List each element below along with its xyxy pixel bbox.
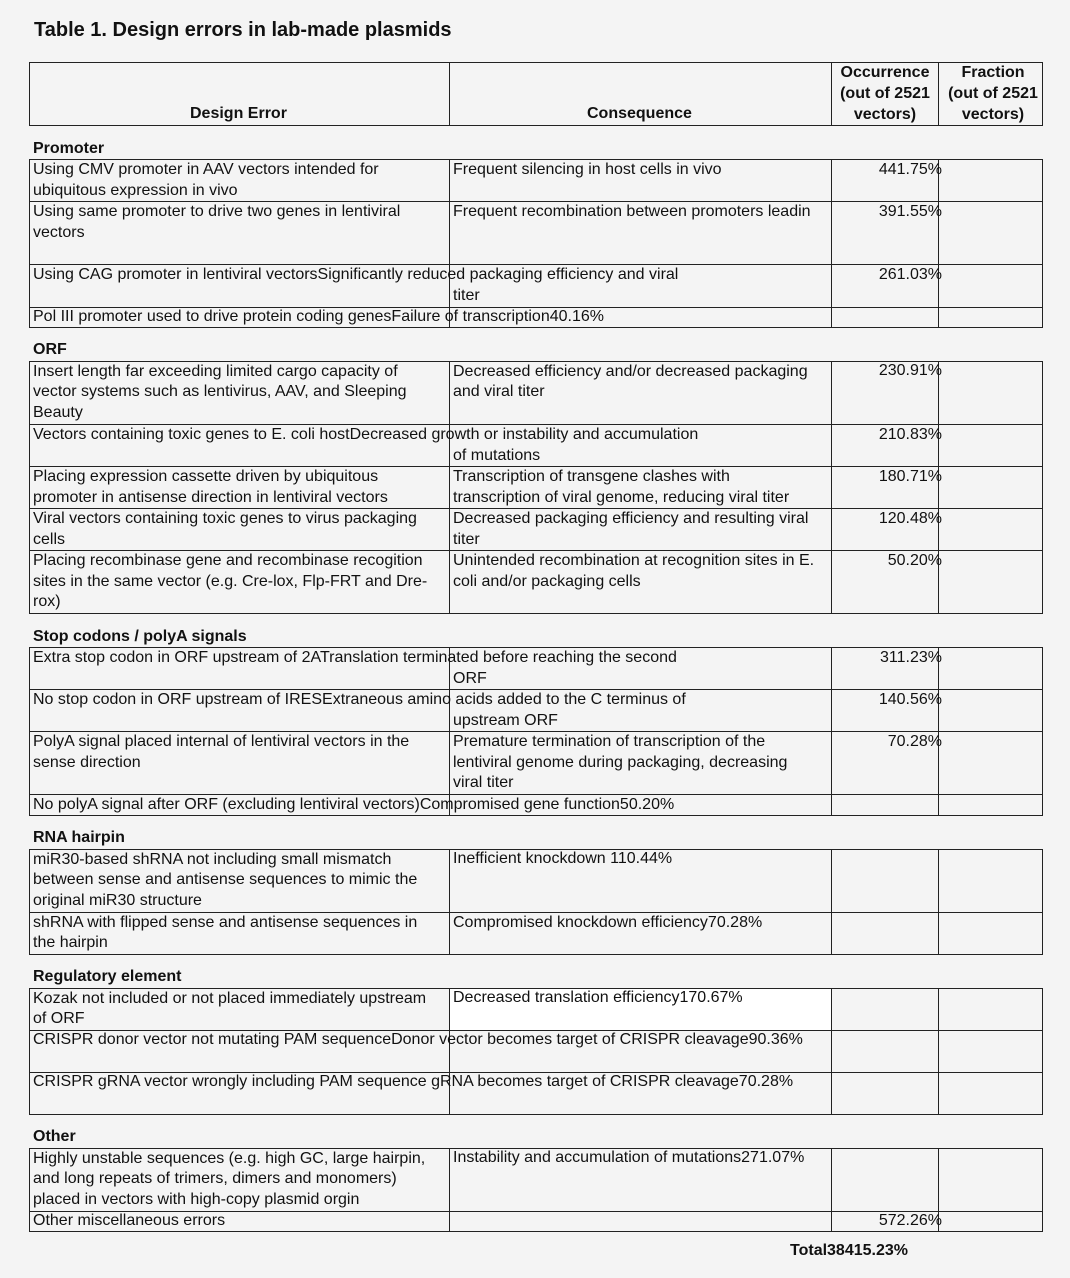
row-o3-occurrence: 180.71% [878, 468, 942, 485]
row-o3-error-line: Placing expression cassette driven by ubiquitous [33, 468, 379, 485]
row-s3-consequence-line: viral titer [453, 774, 514, 791]
header-design-error: Design Error [190, 105, 287, 122]
row-p2-error-line: vectors [33, 224, 85, 241]
row-r1-occurrence-cell [831, 849, 939, 913]
row-p1-consequence-line: Frequent silencing in host cells in vivo [453, 161, 722, 178]
row-r1-error-line: between sense and antisense sequences to mimic the [33, 871, 418, 888]
row-r2-occurrence-cell [831, 912, 939, 955]
row-r2-fraction-cell [938, 912, 1043, 955]
header-fraction-line-2: (out of 2521 [948, 85, 1038, 102]
row-p2-error-line: Using same promoter to drive two genes in lentiviral [33, 203, 401, 220]
row-g2-fraction-cell [938, 1030, 1043, 1073]
row-s2-error-line: upstream ORF [453, 712, 558, 729]
row-g1-fraction-cell [938, 988, 1043, 1031]
row-g3-occurrence-cell [831, 1072, 939, 1115]
row-o1-consequence-line: Decreased efficiency and/or decreased packaging [453, 363, 808, 380]
section-stop-codons: Stop codons / polyA signals [33, 628, 247, 645]
row-x2-occurrence: 572.26% [878, 1212, 942, 1229]
row-g1-error-line: of ORF [33, 1010, 85, 1027]
row-x2-fraction-cell [938, 1211, 1043, 1232]
row-o1-occurrence: 230.91% [878, 362, 942, 379]
row-s2-fraction-cell [938, 689, 1043, 732]
section-other: Other [33, 1128, 76, 1145]
row-o1-fraction-cell [938, 361, 1043, 425]
row-r1-error-line: original miR30 structure [33, 892, 202, 909]
row-r2-consequence-line: Compromised knockdown efficiency70.28% [453, 914, 763, 931]
row-o4-fraction-cell [938, 508, 1043, 551]
row-s1-error-line: ORF [453, 670, 487, 687]
header-occurrence-line-3: vectors) [853, 106, 917, 123]
row-r1-consequence-line: Inefficient knockdown 110.44% [453, 850, 673, 867]
header-occurrence-line-1: Occurrence [840, 64, 930, 81]
row-s2-error-line: No stop codon in ORF upstream of IRESExtraneous amino acids added to the C terminus of [33, 691, 686, 708]
section-rna-hairpin: RNA hairpin [33, 829, 125, 846]
row-s1-occurrence: 311.23% [880, 649, 942, 666]
row-p3-occurrence: 261.03% [878, 266, 942, 283]
row-s4-occurrence-cell [831, 794, 939, 816]
row-s1-error-line: Extra stop codon in ORF upstream of 2ATranslation terminated before reaching the second [33, 649, 677, 666]
row-x1-error-line: placed in vectors with high-copy plasmid orgin [33, 1191, 360, 1208]
row-o4-consequence-line: Decreased packaging efficiency and resulting viral [453, 510, 809, 527]
row-x2-error-line: Other miscellaneous errors [33, 1212, 226, 1229]
row-r1-error-line: miR30-based shRNA not including small mismatch [33, 851, 392, 868]
row-p2-occurrence: 391.55% [878, 203, 942, 220]
row-x1-occurrence-cell [831, 1148, 939, 1212]
row-o2-fraction-cell [938, 424, 1043, 467]
row-r1-fraction-cell [938, 849, 1043, 913]
row-o5-occurrence: 50.20% [887, 552, 942, 569]
row-o3-consequence-line: Transcription of transgene clashes with [453, 468, 730, 485]
row-p4-fraction-cell [938, 307, 1043, 328]
row-p1-occurrence: 441.75% [878, 161, 942, 178]
row-x1-consequence-line: Instability and accumulation of mutations271.07% [453, 1149, 805, 1166]
row-s4-fraction-cell [938, 794, 1043, 816]
row-s3-error-line: sense direction [33, 754, 141, 771]
row-o2-error-line: of mutations [453, 447, 541, 464]
row-g2-error-line: CRISPR donor vector not mutating PAM sequenceDonor vector becomes target of CRISPR cleavage90.36% [33, 1031, 803, 1048]
row-o4-occurrence: 120.48% [878, 510, 942, 527]
row-g1-occurrence-cell [831, 988, 939, 1031]
table-total: Total38415.23% [790, 1242, 908, 1259]
row-o3-consequence-line: transcription of viral genome, reducing viral titer [453, 489, 790, 506]
row-g3-fraction-cell [938, 1072, 1043, 1115]
row-g1-error-line: Kozak not included or not placed immediately upstream [33, 990, 427, 1007]
row-p2-consequence-line: Frequent recombination between promoters leadin [453, 203, 811, 220]
row-o5-error-line: rox) [33, 593, 61, 610]
row-o4-error-line: cells [33, 531, 66, 548]
row-x1-error-line: Highly unstable sequences (e.g. high GC, large hairpin, [33, 1150, 426, 1167]
row-o5-consequence-line: coli and/or packaging cells [453, 573, 641, 590]
row-x2-consequence-cell [449, 1211, 832, 1232]
section-orf: ORF [33, 341, 67, 358]
row-o5-consequence-line: Unintended recombination at recognition sites in E. [453, 552, 815, 569]
row-s3-consequence-line: lentiviral genome during packaging, decreasing [453, 754, 788, 771]
row-o1-error-line: Beauty [33, 404, 83, 421]
row-s3-occurrence: 70.28% [887, 733, 942, 750]
row-x1-fraction-cell [938, 1148, 1043, 1212]
header-fraction-line-1: Fraction [961, 64, 1025, 81]
row-o3-error-line: promoter in antisense direction in lentiviral vectors [33, 489, 388, 506]
header-occurrence-line-2: (out of 2521 [840, 85, 930, 102]
row-s2-occurrence: 140.56% [878, 691, 942, 708]
row-g3-error-line: CRISPR gRNA vector wrongly including PAM sequence gRNA becomes target of CRISPR cleavage70.28% [33, 1073, 794, 1090]
row-o4-error-line: Viral vectors containing toxic genes to virus packaging [33, 510, 417, 527]
row-p4-occurrence-cell [831, 307, 939, 328]
table-title: Table 1. Design errors in lab-made plasmids [34, 19, 452, 41]
row-p3-error-line: Using CAG promoter in lentiviral vectorsSignificantly reduced packaging efficiency and viral [33, 266, 679, 283]
section-promoter: Promoter [33, 140, 105, 157]
row-s3-error-line: PolyA signal placed internal of lentiviral vectors in the [33, 733, 410, 750]
row-g1-consequence-line: Decreased translation efficiency170.67% [453, 989, 743, 1006]
row-o1-error-line: Insert length far exceeding limited cargo capacity of [33, 363, 398, 380]
row-o1-consequence-line: and viral titer [453, 383, 545, 400]
row-p4-error-line: Pol III promoter used to drive protein coding genesFailure of transcription40.16% [33, 308, 604, 325]
row-o2-error-line: Vectors containing toxic genes to E. coli hostDecreased growth or instability and accumulation [33, 426, 699, 443]
row-r2-error-line: the hairpin [33, 934, 108, 951]
row-p2-fraction-cell [938, 201, 1043, 265]
row-x1-error-line: and long repeats of trimers, dimers and monomers) [33, 1170, 397, 1187]
row-o5-error-line: Placing recombinase gene and recombinase recogition [33, 552, 423, 569]
header-consequence: Consequence [587, 105, 692, 122]
section-regulatory-element: Regulatory element [33, 968, 182, 985]
row-g2-occurrence-cell [831, 1030, 939, 1073]
row-o5-fraction-cell [938, 550, 1043, 614]
row-p3-fraction-cell [938, 264, 1043, 308]
row-o5-error-line: sites in the same vector (e.g. Cre-lox, Flp-FRT and Dre- [33, 573, 428, 590]
row-r2-error-line: shRNA with flipped sense and antisense sequences in [33, 914, 418, 931]
row-s3-consequence-line: Premature termination of transcription of the [453, 733, 766, 750]
row-p1-fraction-cell [938, 159, 1043, 202]
row-o4-consequence-line: titer [453, 531, 480, 548]
row-s3-fraction-cell [938, 731, 1043, 795]
row-p1-error-line: Using CMV promoter in AAV vectors intended for [33, 161, 379, 178]
header-fraction-line-3: vectors) [961, 106, 1025, 123]
row-s4-error-line: No polyA signal after ORF (excluding lentiviral vectors)Compromised gene function50.20% [33, 796, 675, 813]
row-o3-fraction-cell [938, 466, 1043, 509]
row-s1-fraction-cell [938, 647, 1043, 690]
row-p3-error-line: titer [453, 287, 480, 304]
row-p1-error-line: ubiquitous expression in vivo [33, 182, 238, 199]
row-o2-occurrence: 210.83% [878, 426, 942, 443]
row-o1-error-line: vector systems such as lentivirus, AAV, and Sleeping [33, 383, 407, 400]
